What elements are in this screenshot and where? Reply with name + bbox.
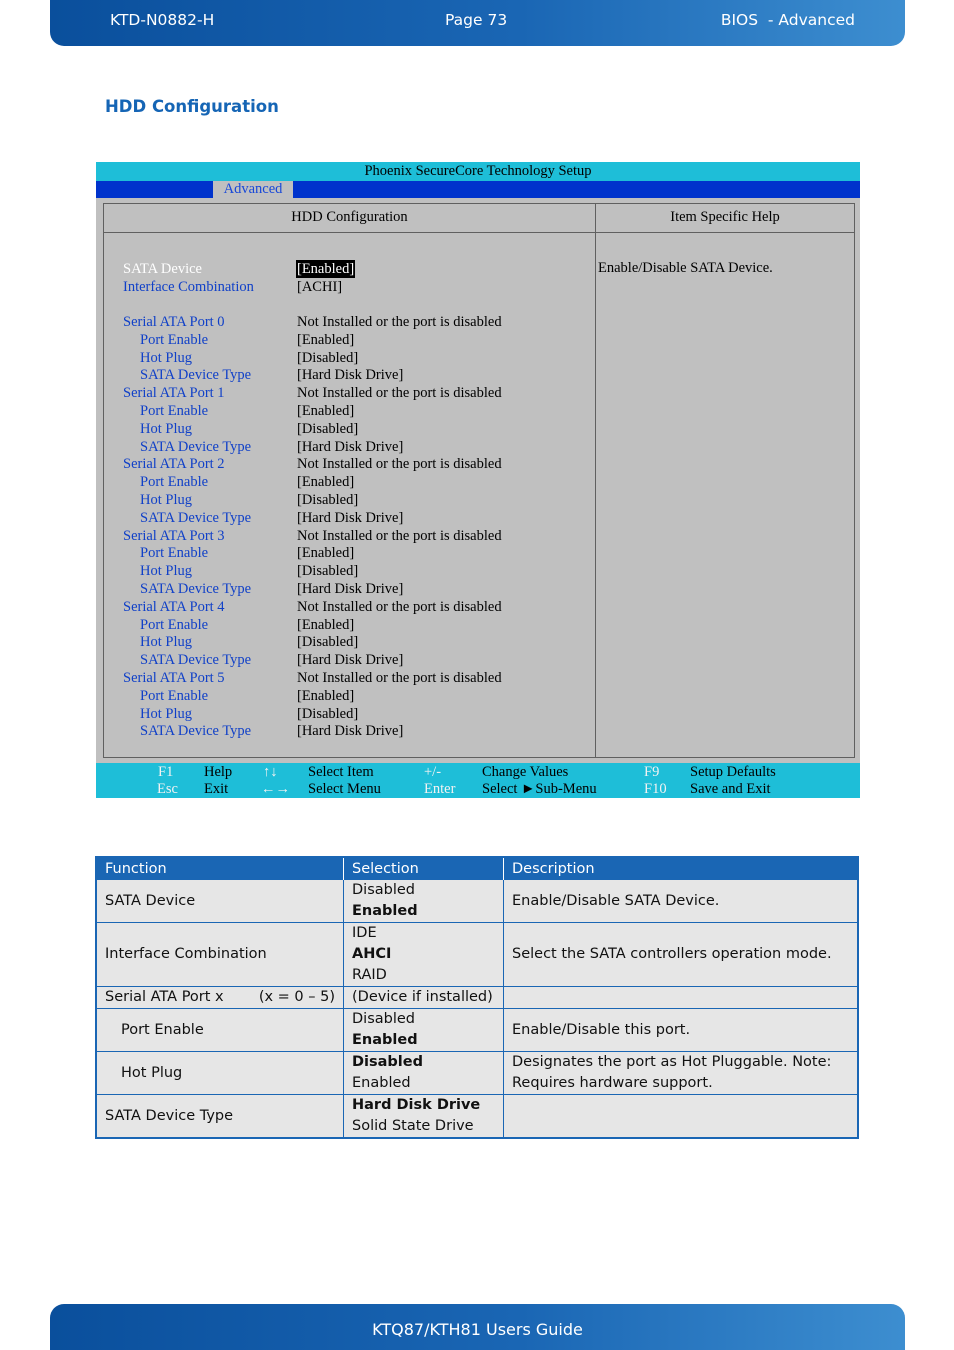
bios-setting-value[interactable]: [Hard Disk Drive] xyxy=(297,438,404,455)
table-body xyxy=(96,880,858,1139)
selection-cell xyxy=(344,923,504,987)
bios-setting-value-cell xyxy=(297,705,358,723)
bios-setting-value[interactable]: [Hard Disk Drive] xyxy=(297,367,404,384)
selection-option: Enabled xyxy=(352,1075,411,1091)
bios-setting-row xyxy=(140,722,251,740)
bios-setting-row xyxy=(123,527,225,545)
bios-setting-value[interactable]: [Disabled] xyxy=(297,349,359,366)
description-cell xyxy=(504,1009,859,1052)
bios-setting-label[interactable]: SATA Device Type xyxy=(140,438,252,455)
description-cell xyxy=(504,1052,859,1095)
bios-setting-row xyxy=(123,278,254,296)
bios-title: Phoenix SecureCore Technology Setup xyxy=(96,162,860,181)
bios-setting-value-cell xyxy=(297,349,358,367)
function-name: Serial ATA Port x xyxy=(105,989,224,1005)
bios-setting-row xyxy=(140,491,192,509)
bios-setting-label[interactable]: Port Enable xyxy=(140,403,209,419)
selection-option: Hard Disk Drive xyxy=(352,1097,481,1113)
bios-setting-value: Not Installed or the port is disabled xyxy=(297,385,502,402)
bios-setting-label[interactable]: Hot Plug xyxy=(140,705,192,722)
bios-setting-value: Not Installed or the port is disabled xyxy=(297,456,502,473)
bios-setting-label[interactable]: Hot Plug xyxy=(140,349,192,366)
bios-setting-row xyxy=(140,580,251,598)
section-name: BIOS - Advanced xyxy=(720,11,855,29)
bios-setting-row xyxy=(123,313,225,331)
bios-setting-label[interactable]: SATA Device Type xyxy=(140,581,252,597)
selection-cell xyxy=(344,880,504,923)
description-text: Enable/Disable SATA Device. xyxy=(512,892,720,909)
function-name: SATA Device xyxy=(105,892,196,909)
key-esc: Esc xyxy=(157,781,178,797)
bios-setting-label[interactable]: Hot Plug xyxy=(140,492,192,508)
bios-setting-label[interactable]: Hot Plug xyxy=(140,563,192,580)
bios-setting-value-cell xyxy=(297,402,354,420)
bios-screenshot xyxy=(96,162,860,798)
bios-setting-row xyxy=(140,331,208,349)
doc-id: KTD-N0882-H xyxy=(110,11,215,29)
bios-setting-row xyxy=(140,349,192,367)
description-cell xyxy=(504,1095,859,1139)
function-name: Hot Plug xyxy=(121,1064,183,1081)
bios-setting-value-cell xyxy=(297,420,358,438)
section-title: HDD Configuration xyxy=(105,97,279,116)
bios-setting-label[interactable]: SATA Device Type xyxy=(140,367,252,384)
function-cell xyxy=(96,987,344,1009)
selection-cell xyxy=(344,1009,504,1052)
bios-setting-label[interactable]: Interface Combination xyxy=(123,279,254,295)
bios-setting-value-cell xyxy=(297,331,354,349)
bios-setting-label[interactable]: Serial ATA Port 3 xyxy=(123,527,225,544)
bios-setting-value-cell xyxy=(297,509,403,527)
table-row xyxy=(96,1052,858,1095)
bios-key-legend xyxy=(96,763,860,798)
bios-setting-label[interactable]: SATA Device xyxy=(123,261,202,277)
table-row xyxy=(96,1009,858,1052)
bios-setting-value-cell xyxy=(297,366,403,384)
bios-setting-value[interactable]: [Enabled] xyxy=(297,687,355,704)
selection-cell xyxy=(344,1095,504,1139)
bios-setting-value[interactable]: [Disabled] xyxy=(297,705,359,722)
bios-setting-row xyxy=(123,260,202,278)
key-change-values-label: Change Values xyxy=(482,764,569,780)
key-save-exit-label: Save and Exit xyxy=(690,781,771,797)
bios-setting-value-cell xyxy=(297,544,354,562)
table-row xyxy=(96,880,858,923)
bios-setting-value[interactable]: [Disabled] xyxy=(297,634,359,651)
leftright-arrows-icon: ←→ xyxy=(261,781,290,797)
page-header xyxy=(50,0,905,46)
bios-setting-value[interactable]: [Disabled] xyxy=(297,563,359,580)
bios-setting-row xyxy=(140,366,251,384)
bios-setting-row xyxy=(123,598,225,616)
port-range: (x = 0 – 5) xyxy=(258,989,335,1005)
description-text: Enable/Disable this port. xyxy=(512,1021,691,1038)
bios-setting-value[interactable]: [Enabled] xyxy=(297,616,355,633)
bios-setting-label[interactable]: Port Enable xyxy=(140,331,209,348)
bios-setting-label[interactable]: Serial ATA Port 2 xyxy=(123,456,225,473)
bios-setting-value[interactable]: [ACHI] xyxy=(297,279,343,295)
bios-setting-label[interactable]: Port Enable xyxy=(140,687,209,704)
key-f1: F1 xyxy=(158,764,174,780)
bios-setting-value-cell xyxy=(297,633,358,651)
bios-setting-value-cell xyxy=(297,598,502,616)
bios-setting-row xyxy=(123,384,225,402)
bios-setting-value-cell xyxy=(297,527,502,545)
bios-setting-row xyxy=(140,562,192,580)
selection-option: Enabled xyxy=(352,1032,418,1048)
bios-setting-label[interactable]: Serial ATA Port 4 xyxy=(123,598,225,615)
bios-setting-value-cell xyxy=(297,491,358,509)
bios-setting-value: Not Installed or the port is disabled xyxy=(297,527,502,544)
function-cell xyxy=(96,923,344,987)
bios-setting-value-cell xyxy=(297,562,358,580)
bios-setting-row xyxy=(123,669,225,687)
selection-cell xyxy=(344,987,504,1009)
bios-setting-label[interactable]: Serial ATA Port 1 xyxy=(123,385,225,402)
bios-setting-value[interactable]: [Disabled] xyxy=(297,492,359,508)
function-name: Interface Combination xyxy=(105,946,267,962)
bios-setting-value: Not Installed or the port is disabled xyxy=(297,670,502,686)
bios-setting-value-cell xyxy=(297,438,403,456)
bios-setting-row xyxy=(140,651,251,669)
description-cell xyxy=(504,987,859,1009)
selection-option: Disabled xyxy=(352,1011,415,1027)
bios-setting-label[interactable]: Port Enable xyxy=(140,545,209,562)
footer-title: KTQ87/KTH81 Users Guide xyxy=(372,1320,583,1339)
bios-setting-value-cell xyxy=(297,278,342,296)
selection-option: Disabled xyxy=(352,1054,423,1070)
bios-setting-value[interactable]: [Enabled] xyxy=(297,545,355,562)
bios-setting-row xyxy=(140,438,251,456)
description-cell xyxy=(504,923,859,987)
divider xyxy=(104,232,854,233)
key-setup-defaults-label: Setup Defaults xyxy=(690,764,776,780)
selection-cell xyxy=(344,1052,504,1095)
function-cell xyxy=(96,1009,344,1052)
bios-setting-value[interactable]: [Hard Disk Drive] xyxy=(297,723,404,740)
function-cell xyxy=(96,1095,344,1139)
bios-setting-row xyxy=(140,705,192,723)
bios-setting-row xyxy=(140,616,208,634)
bios-setting-value-cell xyxy=(297,384,502,402)
bios-setting-value[interactable]: [Hard Disk Drive] xyxy=(297,652,404,669)
bios-setting-value-cell xyxy=(297,473,354,491)
function-name: Port Enable xyxy=(121,1021,204,1038)
bios-setting-label[interactable]: Port Enable xyxy=(140,616,209,633)
selection-option: RAID xyxy=(352,967,387,983)
selection-option: Enabled xyxy=(352,903,418,919)
updown-arrows-icon: ↑↓ xyxy=(263,764,278,780)
bios-setting-value-cell xyxy=(297,669,502,687)
bios-setting-row xyxy=(123,455,225,473)
key-help-label: Help xyxy=(204,764,233,780)
divider xyxy=(595,204,596,757)
bios-setting-row xyxy=(140,633,192,651)
settings-table xyxy=(95,856,859,1139)
bios-setting-label[interactable]: Hot Plug xyxy=(140,420,192,437)
bios-setting-value-cell xyxy=(297,455,502,473)
bios-setting-value[interactable]: [Enabled] xyxy=(297,331,355,348)
bios-setting-label[interactable]: Serial ATA Port 0 xyxy=(123,314,225,330)
bios-setting-row xyxy=(140,473,208,491)
key-select-item-label: Select Item xyxy=(308,764,374,780)
bios-setting-value[interactable]: [Enabled] xyxy=(297,261,355,277)
description-cell xyxy=(504,880,859,923)
column-header: Selection xyxy=(344,857,504,880)
description-text: Designates the port as Hot Pluggable. Note: Requires hardware support. xyxy=(512,1054,832,1091)
bios-setting-value[interactable]: [Hard Disk Drive] xyxy=(297,509,404,526)
page-number: Page 73 xyxy=(445,11,508,29)
bios-setting-value[interactable]: [Hard Disk Drive] xyxy=(297,581,404,597)
bios-setting-row xyxy=(140,544,208,562)
bios-menubar xyxy=(96,181,860,198)
key-f9: F9 xyxy=(644,764,660,780)
bios-setting-row xyxy=(140,420,192,438)
bios-setting-value-cell xyxy=(297,651,403,669)
bios-setting-value-cell xyxy=(297,722,403,740)
selection-option: Disabled xyxy=(352,882,415,898)
bios-setting-value-cell xyxy=(297,260,354,278)
key-plusminus: +/- xyxy=(424,764,442,780)
key-enter: Enter xyxy=(424,781,456,797)
bios-setting-row xyxy=(140,402,208,420)
table-row xyxy=(96,987,858,1009)
bios-setting-label[interactable]: Serial ATA Port 5 xyxy=(123,670,225,686)
bios-setting-row xyxy=(140,687,208,705)
bios-setting-value-cell xyxy=(297,687,354,705)
bios-setting-value[interactable]: [Enabled] xyxy=(297,403,355,419)
table-row xyxy=(96,923,858,987)
function-cell xyxy=(96,1052,344,1095)
bios-setting-value[interactable]: [Disabled] xyxy=(297,420,359,437)
bios-setting-value-cell xyxy=(297,580,403,598)
selection-option: (Device if installed) xyxy=(352,989,493,1005)
bios-setting-label[interactable]: Hot Plug xyxy=(140,634,192,651)
selection-option: AHCI xyxy=(352,946,392,962)
bios-panel xyxy=(103,203,855,758)
key-exit-label: Exit xyxy=(204,781,229,797)
function-cell xyxy=(96,880,344,923)
bios-setting-row xyxy=(140,509,251,527)
selection-option: IDE xyxy=(352,925,377,941)
help-title: Item Specific Help xyxy=(670,209,780,225)
table-header-row xyxy=(96,857,858,880)
tab-advanced[interactable]: Advanced xyxy=(213,181,293,198)
bios-setting-label[interactable]: SATA Device Type xyxy=(140,723,252,740)
page-footer xyxy=(50,1304,905,1350)
column-header: Function xyxy=(96,857,344,880)
panel-title: HDD Configuration xyxy=(291,209,408,225)
bios-setting-value-cell xyxy=(297,616,354,634)
column-header: Description xyxy=(504,857,859,880)
key-select-submenu-label: Select ►Sub-Menu xyxy=(482,781,597,797)
bios-setting-label[interactable]: SATA Device Type xyxy=(140,509,252,526)
bios-setting-label[interactable]: Port Enable xyxy=(140,474,209,491)
bios-setting-value: Not Installed or the port is disabled xyxy=(297,598,502,615)
bios-setting-label[interactable]: SATA Device Type xyxy=(140,652,252,669)
bios-setting-value[interactable]: [Enabled] xyxy=(297,474,355,491)
description-text: Select the SATA controllers operation mode. xyxy=(512,946,832,962)
key-select-menu-label: Select Menu xyxy=(308,781,381,797)
key-f10: F10 xyxy=(644,781,667,797)
function-name: SATA Device Type xyxy=(105,1107,234,1124)
bios-setting-value-cell xyxy=(297,313,502,331)
bios-setting-value: Not Installed or the port is disabled xyxy=(297,314,502,330)
help-text: Enable/Disable SATA Device. xyxy=(598,260,773,276)
selection-option: Solid State Drive xyxy=(352,1118,474,1134)
table-row xyxy=(96,1095,858,1139)
